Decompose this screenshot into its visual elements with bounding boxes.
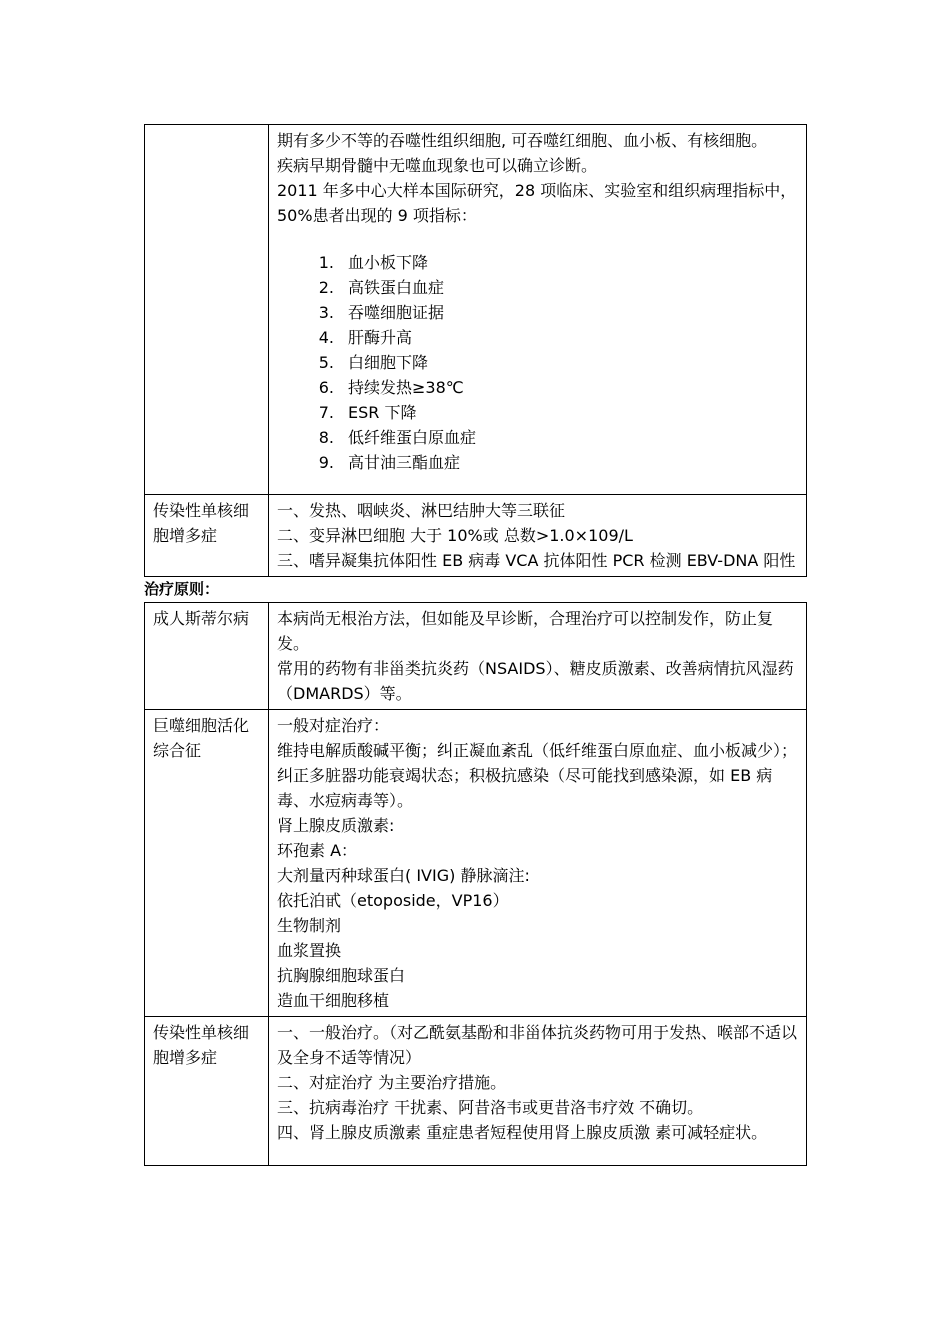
- table-row: [145, 710, 807, 1017]
- paragraph: 维持电解质酸碱平衡；纠正凝血紊乱（低纤维蛋白原血症、血小板减少）；纠正多脏器功能衰竭状态；积极抗感染（尽可能找到感染源，如 EB 病毒、水痘病毒等）。: [277, 741, 798, 810]
- paragraph: 一、发热、咽峡炎、淋巴结肿大等三联征: [277, 501, 566, 520]
- list-number: 6.: [318, 378, 334, 397]
- list-text: 吞噬细胞证据: [348, 303, 445, 322]
- list-text: 低纤维蛋白原血症: [348, 428, 477, 447]
- list-item: [277, 275, 798, 300]
- table-row: [145, 1017, 807, 1166]
- row-label: 成人斯蒂尔病: [145, 603, 269, 710]
- list-number: 4.: [318, 328, 334, 347]
- paragraph: 二、对症治疗 为主要治疗措施。: [277, 1073, 507, 1092]
- list-item: [277, 450, 798, 475]
- table-row: [145, 603, 807, 710]
- list-text: 白细胞下降: [348, 353, 429, 372]
- paragraph: 造血干细胞移植: [277, 991, 390, 1010]
- paragraph: 环孢素 A：: [277, 841, 358, 860]
- treatment-table: [144, 602, 807, 1166]
- document-page: [144, 124, 807, 1166]
- paragraph: 依托泊甙（etoposide，VP16）: [277, 891, 509, 910]
- row-label: 巨噬细胞活化综合征: [145, 710, 269, 1017]
- list-item: [277, 250, 798, 275]
- paragraph: 肾上腺皮质激素:: [277, 816, 395, 835]
- list-number: 9.: [318, 453, 334, 472]
- table-row: [145, 125, 807, 495]
- row-label: 传染性单核细胞增多症: [145, 495, 269, 577]
- list-text: 高铁蛋白血症: [348, 278, 445, 297]
- row-label: [145, 125, 269, 495]
- list-number: 1.: [318, 253, 334, 272]
- paragraph: 2011 年多中心大样本国际研究，28 项临床、实验室和组织病理指标中，50%患者出现的 9 项指标：: [277, 181, 797, 225]
- diagnosis-table: [144, 124, 807, 577]
- row-content: [269, 495, 807, 577]
- row-content: [269, 710, 807, 1017]
- list-item: [277, 325, 798, 350]
- paragraph: 常用的药物有非甾类抗炎药（NSAIDS）、糖皮质激素、改善病情抗风湿药（DMARDS）等。: [277, 659, 794, 703]
- row-content: [269, 603, 807, 710]
- list-number: 2.: [318, 278, 334, 297]
- row-label: 传染性单核细胞增多症: [145, 1017, 269, 1166]
- paragraph: 二、变异淋巴细胞 大于 10%或 总数>1.0×109/L: [277, 526, 633, 545]
- paragraph: 本病尚无根治方法，但如能及早诊断，合理治疗可以控制发作，防止复发。: [277, 609, 774, 653]
- row-content: [269, 1017, 807, 1166]
- paragraph: 血浆置换: [277, 941, 342, 960]
- paragraph: 大剂量丙种球蛋白( IVIG) 静脉滴注:: [277, 866, 530, 885]
- list-text: ESR 下降: [348, 403, 417, 422]
- list-item: [277, 300, 798, 325]
- paragraph: 疾病早期骨髓中无噬血现象也可以确立诊断。: [277, 156, 598, 175]
- indicator-list: [277, 250, 798, 475]
- list-number: 5.: [318, 353, 334, 372]
- list-number: 7.: [318, 403, 334, 422]
- list-item: [277, 425, 798, 450]
- paragraph: 一般对症治疗：: [277, 716, 390, 735]
- list-number: 3.: [318, 303, 334, 322]
- paragraph: 三、嗜异凝集抗体阳性 EB 病毒 VCA 抗体阳性 PCR 检测 EBV-DNA 阳性: [277, 551, 796, 570]
- paragraph: 生物制剂: [277, 916, 342, 935]
- list-text: 肝酶升高: [348, 328, 413, 347]
- list-text: 高甘油三酯血症: [348, 453, 461, 472]
- row-content: [269, 125, 807, 495]
- section-heading: 治疗原则：: [144, 580, 220, 598]
- paragraph: 三、抗病毒治疗 干扰素、阿昔洛韦或更昔洛韦疗效 不确切。: [277, 1098, 704, 1117]
- paragraph: 四、肾上腺皮质激素 重症患者短程使用肾上腺皮质激 素可减轻症状。: [277, 1123, 768, 1142]
- paragraph: 抗胸腺细胞球蛋白: [277, 966, 406, 985]
- list-number: 8.: [318, 428, 334, 447]
- list-item: [277, 350, 798, 375]
- list-item: [277, 400, 798, 425]
- table-row: [145, 495, 807, 577]
- paragraph: 一、一般治疗。（对乙酰氨基酚和非甾体抗炎药物可用于发热、喉部不适以及全身不适等情况）: [277, 1023, 798, 1067]
- list-item: [277, 375, 798, 400]
- paragraph: 期有多少不等的吞噬性组织细胞, 可吞噬红细胞、血小板、有核细胞。: [277, 131, 768, 150]
- list-text: 血小板下降: [348, 253, 429, 272]
- list-text: 持续发热≥38℃: [348, 378, 464, 397]
